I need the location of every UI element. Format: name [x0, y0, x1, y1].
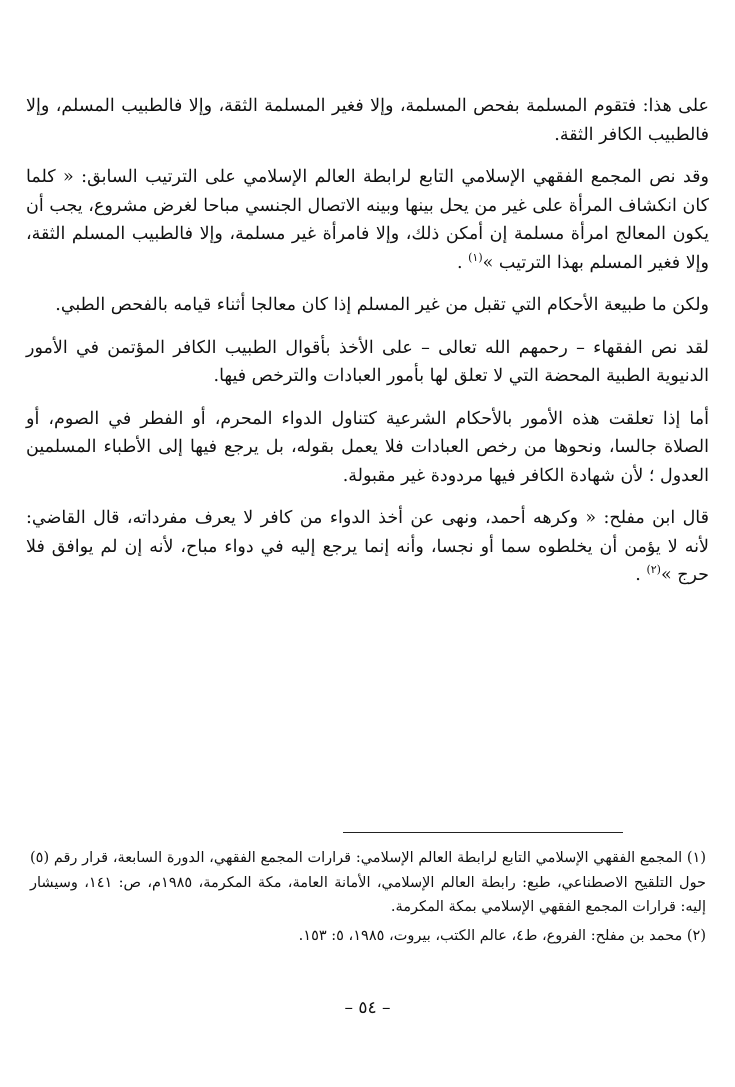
footnote-1: (١) المجمع الفقهي الإسلامي التابع لرابطة العالم الإسلامي: قرارات المجمع الفقهي، الدورة السابعة، قرار رقم (٥) حول التلقيح الاصطناعي، طبع: رابطة العالم الإسلامي، الأمانة العامة، مكة المكرمة، ١٩٨٥م، ص: ١٤١، وسيشار إليه: قرارات المجمع الفقهي الإسلامي بمكة المكرمة. — [30, 850, 707, 915]
footnote-divider — [343, 832, 623, 833]
paragraph-1: على هذا: فتقوم المسلمة بفحص المسلمة، وإلا فغير المسلمة الثقة، وإلا فالطبيب المسلم، وإلا فالطبيب الكافر الثقة. — [26, 96, 710, 145]
paragraph-5: أما إذا تعلقت هذه الأمور بالأحكام الشرعية كتناول الدواء المحرم، أو الفطر في الصوم، أو الصلاة جالسا، ونحوها من رخص العبادات فلا يعمل بقوله، بل يرجع فيها إلى الأطباء المسلمين العدول ؛ لأن شهادة الكافر فيها مردودة غير مقبولة. — [26, 408, 709, 486]
paragraph-4: لقد نص الفقهاء – رحمهم الله تعالى – على الأخذ بأقوال الطبيب الكافر المؤتمن في الأمور الدنيوية الطبية المحضة التي لا تعلق لها بأمور العبادات والترخص فيها. — [26, 337, 709, 386]
paragraph-2: وقد نص المجمع الفقهي الإسلامي التابع لرابطة العالم الإسلامي على الترتيب السابق: « كلما كان انكشاف المرأة على غير من يحل بينها وبينه الاتصال الجنسي مباحا لغرض مشروع، يجب أن يكون المعالج امرأة مسلمة إن أمكن ذلك، وإلا فامرأة غير مسلمة، وإلا فالطبيب المسلم الثقة، وإلا فغير المسلم بهذا الترتيب »$^{(١)}$ . — [26, 167, 709, 273]
main-text — [26, 92, 709, 590]
footnote-2: (٢) محمد بن مفلح: الفروع، ط٤، عالم الكتب، بيروت، ١٩٨٥، ٥: ١٥٣. — [298, 927, 706, 944]
paragraph-6: قال ابن مفلح: « وكرهه أحمد، ونهى عن أخذ الدواء من كافر لا يعرف مفرداته، قال القاضي: لأنه لا يؤمن أن يخلطوه سما أو نجسا، وأنه إنما يرجع إليه في دواء مباح، لأنه إن لم يوافق فلا حرج »$^{(٢)}$ . — [26, 508, 709, 585]
page-number: – ٥٤ – — [344, 998, 391, 1018]
footnote-ref-1: (١) — [468, 250, 483, 264]
footnote-ref-2: (٢) — [646, 563, 661, 577]
footnotes — [30, 846, 706, 948]
paragraph-3: ولكن ما طبيعة الأحكام التي تقبل من غير المسلم إذا كان معالجا أثناء قيامه بالفحص الطبي. — [55, 295, 709, 315]
